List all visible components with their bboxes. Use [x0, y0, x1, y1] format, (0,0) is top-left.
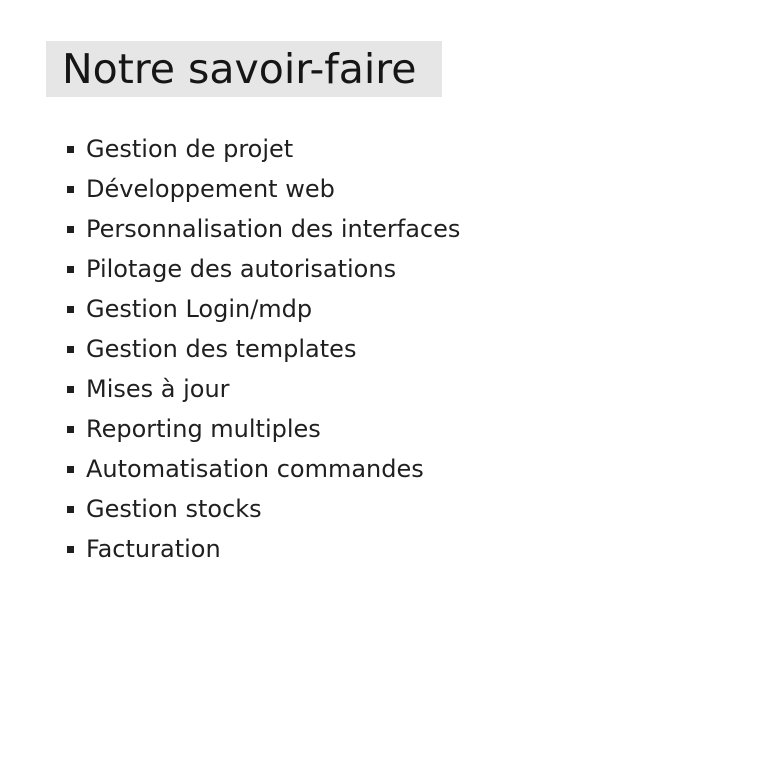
bullet-icon	[67, 146, 74, 153]
bullet-icon	[67, 546, 74, 553]
bullet-icon	[67, 426, 74, 433]
bullet-icon	[67, 226, 74, 233]
bullet-icon	[67, 306, 74, 313]
list-item-label: Personnalisation des interfaces	[86, 215, 461, 243]
list-item-label: Mises à jour	[86, 375, 230, 403]
list-item-label: Automatisation commandes	[86, 455, 424, 483]
list-item-label: Facturation	[86, 535, 221, 563]
page-title: Notre savoir-faire	[62, 45, 417, 93]
bullet-icon	[67, 386, 74, 393]
bullet-icon	[67, 266, 74, 273]
list-item-label: Gestion de projet	[86, 135, 294, 163]
bullet-icon	[67, 346, 74, 353]
bullet-icon	[67, 466, 74, 473]
bullet-icon	[67, 506, 74, 513]
list-item-label: Pilotage des autorisations	[86, 255, 397, 283]
list-item-label: Développement web	[86, 175, 335, 203]
list-item-label: Gestion Login/mdp	[86, 295, 313, 323]
list-item-label: Gestion stocks	[86, 495, 262, 523]
bullet-icon	[67, 186, 74, 193]
list-item-label: Reporting multiples	[86, 415, 321, 443]
list-item-label: Gestion des templates	[86, 335, 357, 363]
title-banner	[46, 41, 442, 97]
